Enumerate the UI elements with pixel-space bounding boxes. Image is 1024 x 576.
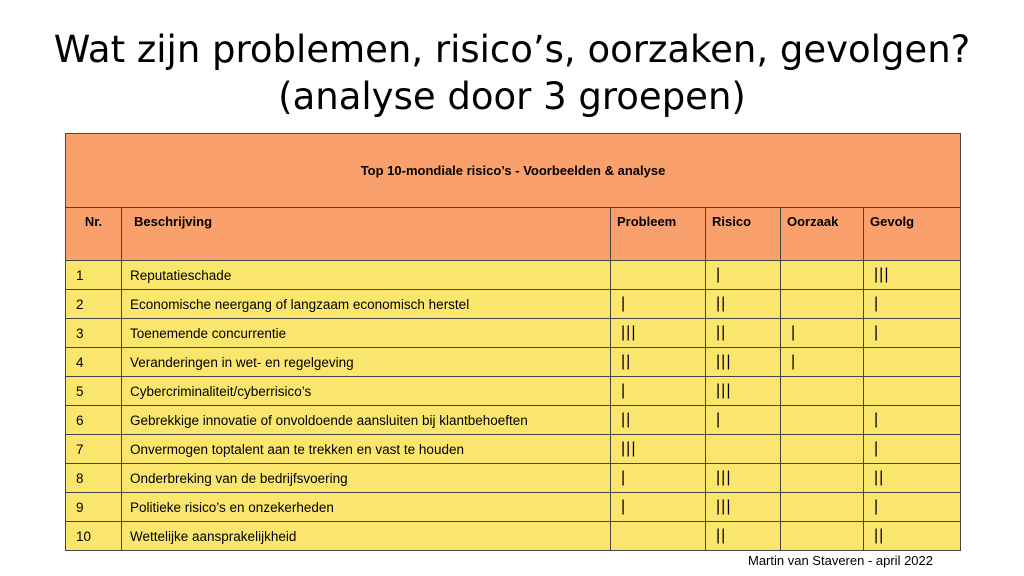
cell-beschrijving: Wettelijke aansprakelijkheid [122, 522, 611, 551]
cell-oorzaak [781, 261, 864, 290]
table-row [66, 348, 961, 377]
cell-probleem: | [611, 493, 706, 522]
cell-risico: | [706, 406, 781, 435]
cell-gevolg [864, 348, 961, 377]
cell-probleem: ||| [611, 319, 706, 348]
cell-beschrijving: Economische neergang of langzaam economisch herstel [122, 290, 611, 319]
header-oorzaak: Oorzaak [781, 208, 864, 261]
header-gevolg: Gevolg [864, 208, 961, 261]
cell-risico: ||| [706, 348, 781, 377]
cell-beschrijving: Reputatieschade [122, 261, 611, 290]
cell-oorzaak: | [781, 319, 864, 348]
cell-risico: ||| [706, 377, 781, 406]
cell-probleem: || [611, 406, 706, 435]
cell-probleem: | [611, 290, 706, 319]
cell-gevolg: | [864, 290, 961, 319]
cell-oorzaak: | [781, 348, 864, 377]
header-beschrijving: Beschrijving [122, 208, 611, 261]
cell-oorzaak [781, 522, 864, 551]
cell-oorzaak [781, 435, 864, 464]
cell-beschrijving: Veranderingen in wet- en regelgeving [122, 348, 611, 377]
cell-beschrijving: Onvermogen toptalent aan te trekken en vast te houden [122, 435, 611, 464]
cell-gevolg: | [864, 406, 961, 435]
table-row [66, 464, 961, 493]
cell-beschrijving: Politieke risico’s en onzekerheden [122, 493, 611, 522]
cell-beschrijving: Onderbreking van de bedrijfsvoering [122, 464, 611, 493]
cell-probleem: ||| [611, 435, 706, 464]
table-row [66, 261, 961, 290]
cell-gevolg: | [864, 319, 961, 348]
slide-title [0, 26, 1024, 120]
cell-probleem: | [611, 464, 706, 493]
table-row [66, 493, 961, 522]
cell-gevolg: || [864, 464, 961, 493]
table-row [66, 522, 961, 551]
cell-probleem: || [611, 348, 706, 377]
cell-risico: || [706, 522, 781, 551]
table-row [66, 377, 961, 406]
cell-nr: 1 [66, 261, 122, 290]
cell-oorzaak [781, 290, 864, 319]
cell-probleem: | [611, 377, 706, 406]
table-caption: Top 10-mondiale risico’s - Voorbeelden & analyse [66, 134, 961, 208]
cell-nr: 2 [66, 290, 122, 319]
cell-risico: || [706, 290, 781, 319]
cell-beschrijving: Gebrekkige innovatie of onvoldoende aansluiten bij klantbehoeften [122, 406, 611, 435]
header-nr: Nr. [66, 208, 122, 261]
table-row [66, 406, 961, 435]
title-line-2: (analyse door 3 groepen) [278, 75, 746, 118]
cell-gevolg: ||| [864, 261, 961, 290]
cell-nr: 3 [66, 319, 122, 348]
table-header-row [66, 208, 961, 261]
table-caption-row [66, 134, 961, 208]
cell-beschrijving: Toenemende concurrentie [122, 319, 611, 348]
cell-risico [706, 435, 781, 464]
cell-gevolg: | [864, 435, 961, 464]
cell-risico: || [706, 319, 781, 348]
table-row [66, 435, 961, 464]
cell-nr: 4 [66, 348, 122, 377]
cell-nr: 5 [66, 377, 122, 406]
table-row [66, 319, 961, 348]
cell-gevolg: | [864, 493, 961, 522]
cell-gevolg: || [864, 522, 961, 551]
cell-nr: 10 [66, 522, 122, 551]
cell-nr: 9 [66, 493, 122, 522]
cell-risico: ||| [706, 464, 781, 493]
cell-oorzaak [781, 493, 864, 522]
cell-probleem [611, 261, 706, 290]
cell-oorzaak [781, 377, 864, 406]
cell-beschrijving: Cybercriminaliteit/cyberrisico’s [122, 377, 611, 406]
cell-oorzaak [781, 406, 864, 435]
table-row [66, 290, 961, 319]
cell-nr: 6 [66, 406, 122, 435]
header-risico: Risico [706, 208, 781, 261]
cell-oorzaak [781, 464, 864, 493]
cell-nr: 7 [66, 435, 122, 464]
cell-gevolg [864, 377, 961, 406]
risk-table [65, 133, 961, 551]
title-line-1: Wat zijn problemen, risico’s, oorzaken, gevolgen? [53, 28, 971, 71]
cell-risico: ||| [706, 493, 781, 522]
cell-probleem [611, 522, 706, 551]
cell-nr: 8 [66, 464, 122, 493]
header-probleem: Probleem [611, 208, 706, 261]
cell-risico: | [706, 261, 781, 290]
footer-author: Martin van Staveren - april 2022 [748, 553, 933, 568]
